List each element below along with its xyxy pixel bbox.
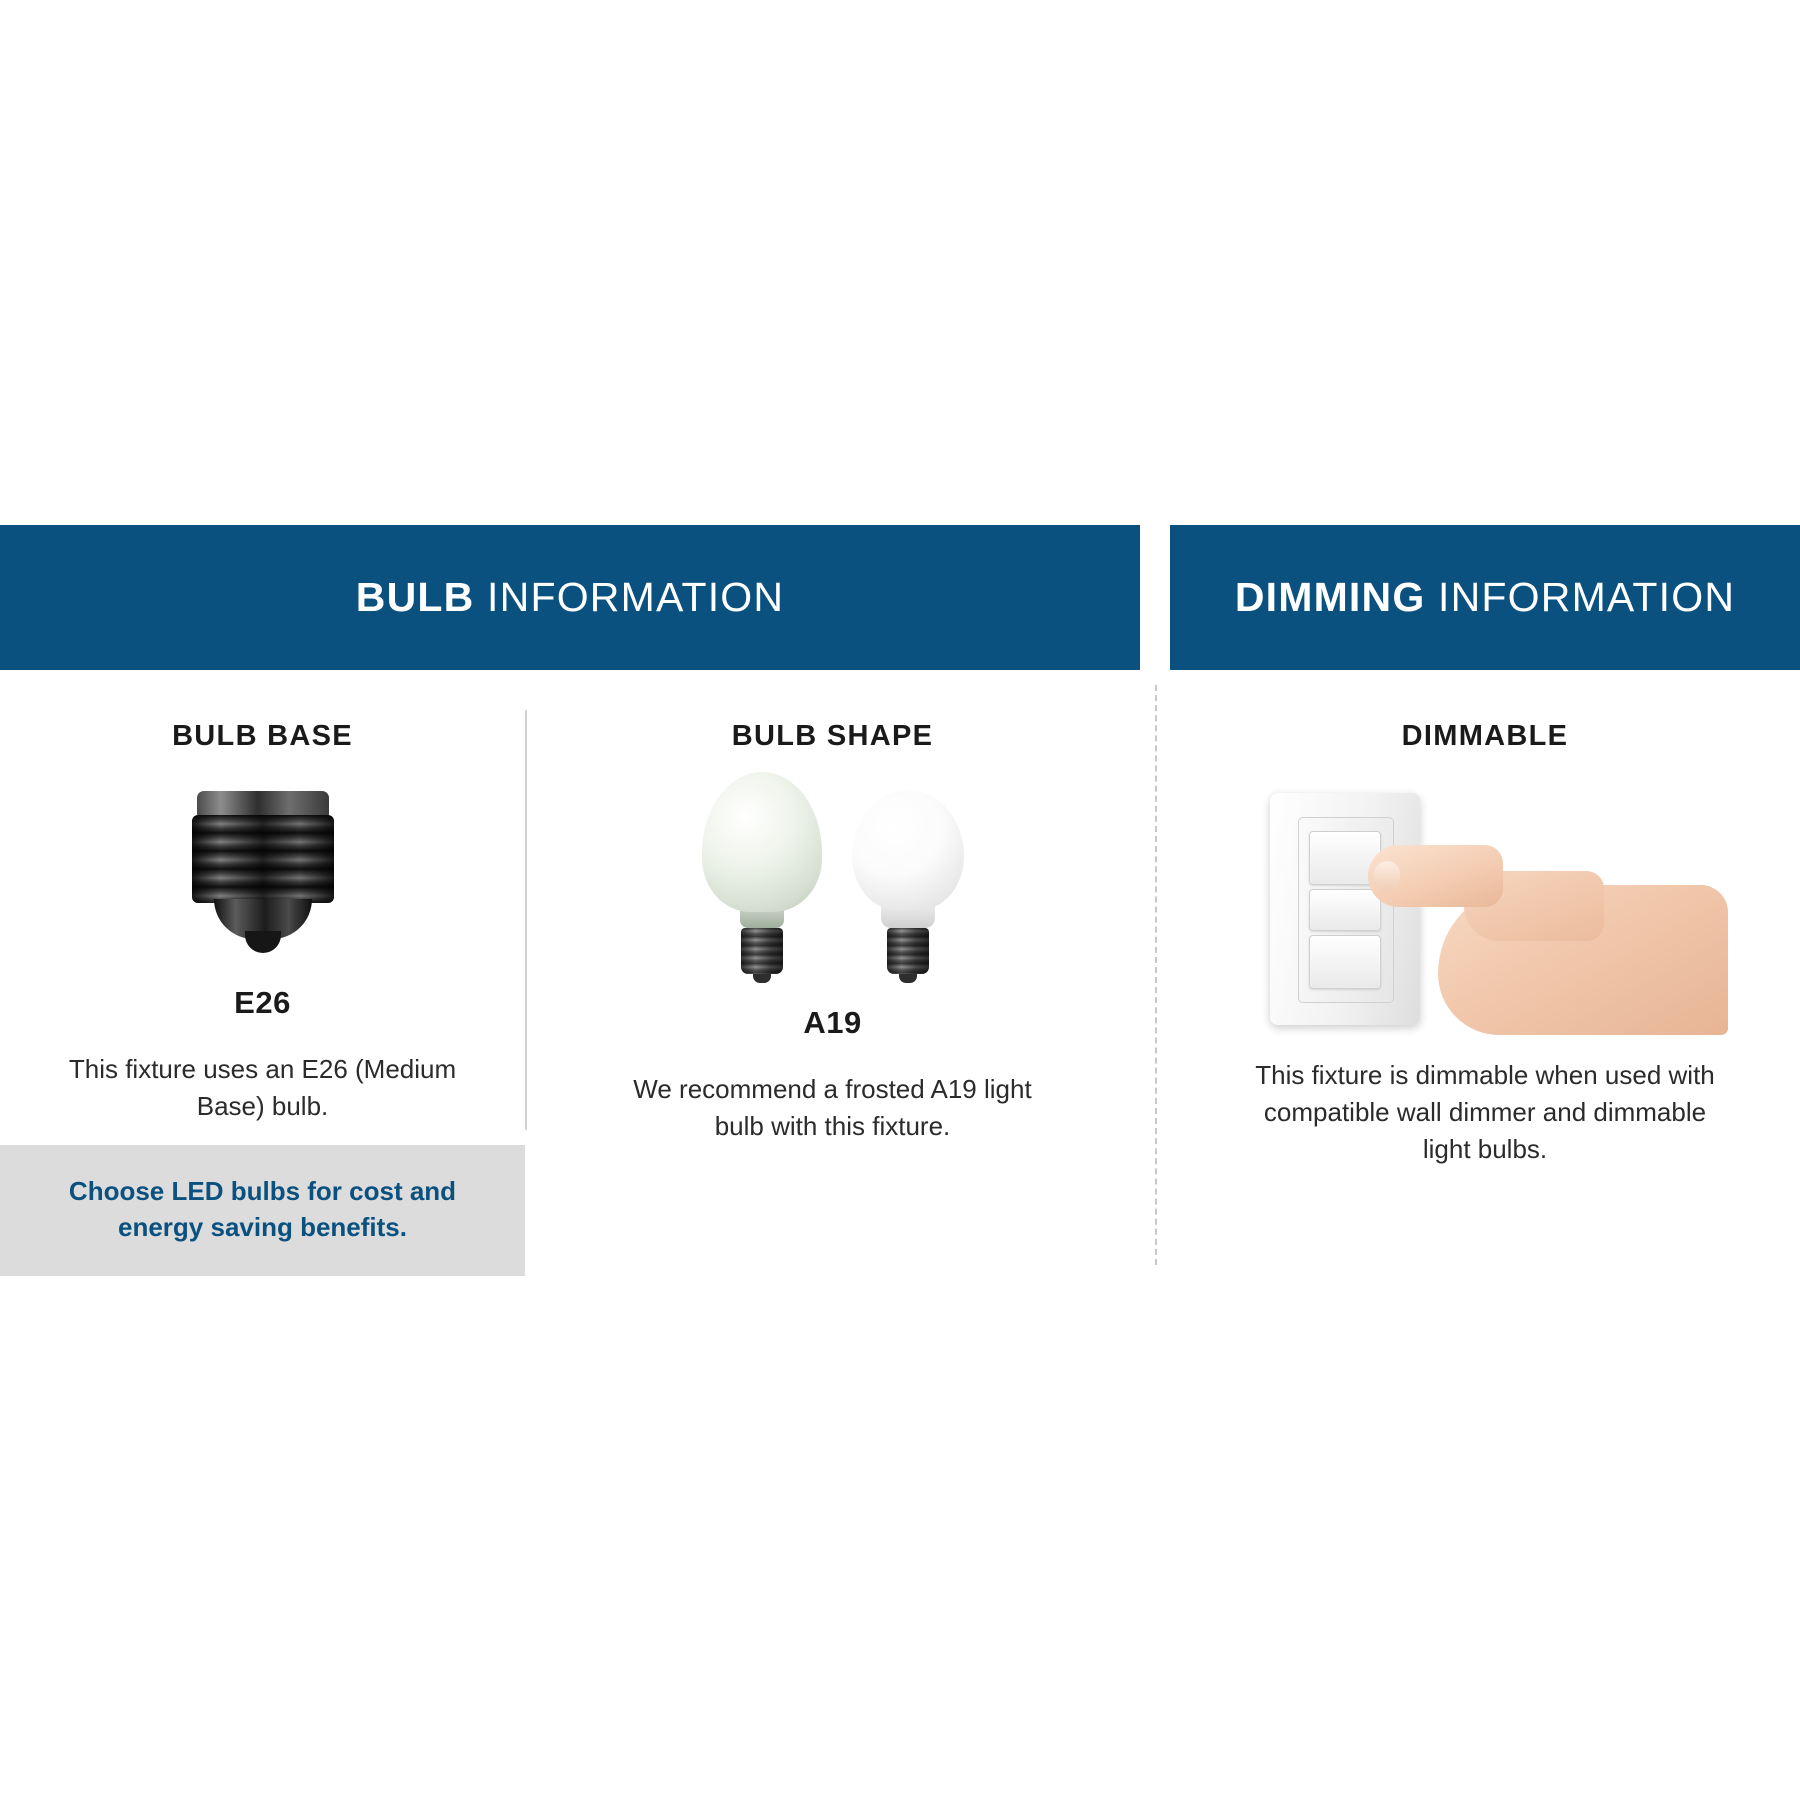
led-callout-banner	[0, 1145, 525, 1276]
bulb-base-value: E26	[234, 985, 291, 1020]
bulb-shape-value: A19	[803, 1005, 862, 1040]
wall-dimmer-hand-icon	[1250, 783, 1720, 1033]
dimming-information-header	[1170, 525, 1800, 670]
dimming-information-title	[1235, 574, 1735, 621]
bulb-information-panel	[0, 525, 1140, 1145]
hand-icon	[1368, 845, 1718, 1035]
led-bulb-icon	[852, 790, 964, 983]
bulb-information-title-bold: BULB	[355, 574, 475, 620]
bulb-base-description: This fixture uses an E26 (Medium Base) bulb.	[68, 1054, 457, 1121]
dimming-information-title-light: INFORMATION	[1425, 574, 1736, 620]
panel-dashed-divider	[1155, 685, 1157, 1265]
bulb-shape-description: We recommend a frosted A19 light bulb with this fixture.	[633, 1074, 1032, 1141]
led-callout-text: Choose LED bulbs for cost and energy saving benefits.	[68, 1176, 457, 1243]
bulb-information-columns	[0, 670, 1140, 1145]
e26-screw-base-icon	[0, 783, 525, 963]
bulb-information-title-light: INFORMATION	[474, 574, 785, 620]
dimmable-column	[1170, 670, 1800, 1168]
bulb-information-header	[0, 525, 1140, 670]
dimming-information-panel	[1170, 525, 1800, 1168]
bulb-information-title	[356, 574, 784, 621]
dimmable-title: DIMMABLE	[1401, 720, 1569, 752]
dimming-information-title-bold: DIMMING	[1234, 574, 1426, 620]
frosted-bulb-icon	[702, 772, 822, 983]
bulb-shape-title: BULB SHAPE	[731, 720, 934, 752]
bulb-base-column	[0, 670, 525, 1145]
bulb-base-title: BULB BASE	[172, 720, 353, 752]
a19-bulb-pair-icon	[525, 783, 1140, 983]
bulb-shape-column	[525, 670, 1140, 1145]
column-divider	[525, 710, 527, 1130]
dimmable-description: This fixture is dimmable when used with compatible wall dimmer and dimmable light bulbs.	[1255, 1060, 1715, 1164]
